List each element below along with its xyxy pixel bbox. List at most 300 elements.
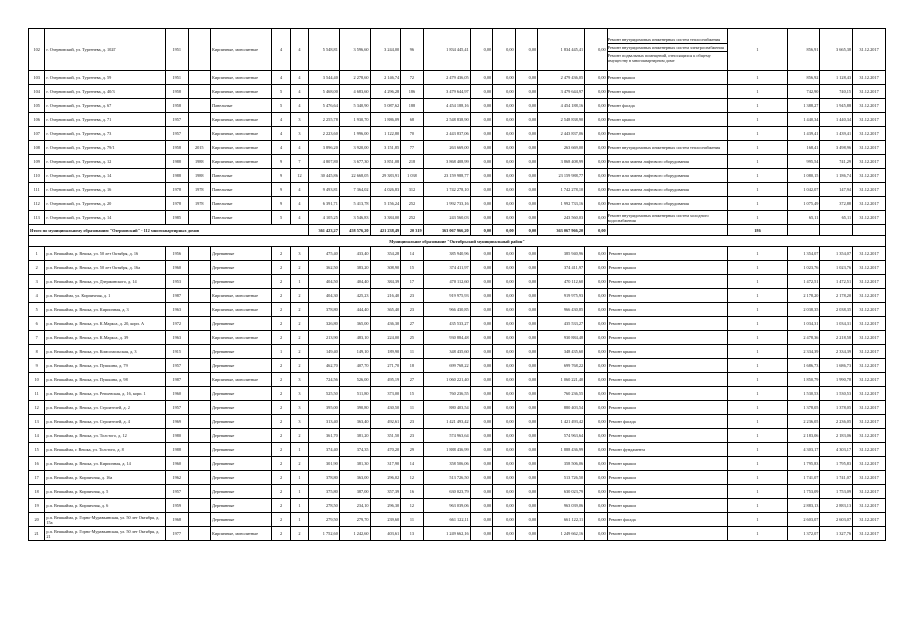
capital-repair-table xyxy=(28,28,886,541)
row-works: Ремонт крыши xyxy=(607,471,728,485)
row-date: 31.12.2017 xyxy=(853,183,886,197)
row-number: 5 xyxy=(29,303,45,317)
row-area-total: 4 807,80 xyxy=(309,155,340,169)
row-works: Ремонт фасада xyxy=(607,513,728,527)
row-number: 112 xyxy=(29,197,45,211)
row-cost-total: 966 430,85 xyxy=(423,303,470,317)
row-area-total: 374,40 xyxy=(309,443,340,457)
row-area-total: 4 105,25 xyxy=(309,211,340,225)
row-unit: 1 xyxy=(728,387,787,401)
row-area-premises: 3 546,83 xyxy=(339,211,370,225)
row-entrances: 1 xyxy=(290,471,308,485)
row-fund-other: 0,00 xyxy=(585,29,607,71)
row-area-premises: 383,20 xyxy=(339,261,370,275)
row-fund-regional: 0,00 xyxy=(493,261,515,275)
row-entrances: 12 xyxy=(290,169,308,183)
row-wall-material: Деревянные xyxy=(211,513,272,527)
row-area-total: 378,80 xyxy=(309,303,340,317)
row-floors: 2 xyxy=(272,527,290,541)
row-unit: 1 xyxy=(728,127,787,141)
row-unit: 1 xyxy=(728,359,787,373)
row-date: 31.12.2017 xyxy=(853,429,886,443)
row-number: 7 xyxy=(29,331,45,345)
table-row xyxy=(29,141,886,155)
table-row xyxy=(29,71,886,85)
row-specific-cost: 856,92 xyxy=(787,71,820,85)
row-wall-material: Кирпичные, монолитные xyxy=(211,155,272,169)
row-date: 31.12.2017 xyxy=(853,289,886,303)
row-fund-local: 0,00 xyxy=(515,113,537,127)
row-area-premises: 7 364,02 xyxy=(339,183,370,197)
row-specific-cost: 1 472,51 xyxy=(787,275,820,289)
row-cost-total: 263 669,00 xyxy=(423,141,470,155)
row-area-residential: 492,61 xyxy=(370,415,401,429)
row-entrances: 2 xyxy=(290,331,308,345)
row-fund-regional: 0,00 xyxy=(493,373,515,387)
row-specific-cost: 2 478,36 xyxy=(787,331,820,345)
row-fund-regional: 0,00 xyxy=(493,29,515,71)
row-works xyxy=(607,155,728,169)
row-year: 1953 xyxy=(166,275,188,289)
row-entrances: 3 xyxy=(290,113,308,127)
row-year: 1968 xyxy=(166,513,188,527)
row-residents: 68 xyxy=(401,113,423,127)
table-row xyxy=(29,275,886,289)
row-limit-cost: 1 439,41 xyxy=(820,127,853,141)
row-address: г. Озерновский, ул. Тургенева, д. 59 xyxy=(45,71,166,85)
row-fund-local: 0,00 xyxy=(515,359,537,373)
row-cost-total: 243 560,03 xyxy=(423,211,470,225)
row-limit-cost: 1 378,05 xyxy=(820,401,853,415)
row-floors: 2 xyxy=(272,247,290,261)
row-area-total: 326,80 xyxy=(309,317,340,331)
table-row xyxy=(29,211,886,225)
row-cost-total: 374 411,97 xyxy=(423,261,470,275)
row-cost-total: 760 236,55 xyxy=(423,387,470,401)
row-residents: 70 xyxy=(401,127,423,141)
row-area-total: 313,40 xyxy=(309,415,340,429)
row-fund-owners: 243 560,03 xyxy=(538,211,585,225)
row-fund-owners: 2 548 838,90 xyxy=(538,113,585,127)
row-year-repair xyxy=(188,387,210,401)
row-wall-material: Деревянные xyxy=(211,247,272,261)
row-fund-other: 0,00 xyxy=(585,183,607,197)
row-floors: 2 xyxy=(272,359,290,373)
row-limit-cost: 1 741,07 xyxy=(820,471,853,485)
row-fund-regional: 0,00 xyxy=(493,317,515,331)
row-limit-cost: 65,11 xyxy=(820,211,853,225)
row-entrances: 3 xyxy=(290,401,308,415)
work-type: Ремонт или замена лифтового оборудования xyxy=(607,187,689,192)
row-specific-cost: 1 530,53 xyxy=(787,387,820,401)
row-unit: 1 xyxy=(728,85,787,99)
row-fund-other: 0,00 xyxy=(585,485,607,499)
row-works xyxy=(607,71,728,85)
row-fund-federal: 0,00 xyxy=(470,387,492,401)
row-fund-local: 0,00 xyxy=(515,415,537,429)
row-unit: 1 xyxy=(728,247,787,261)
work-type: Ремонт крыши xyxy=(607,131,635,136)
row-fund-owners: 358 506,06 xyxy=(538,457,585,471)
row-area-premises: 4 683,60 xyxy=(339,85,370,99)
row-residents: 27 xyxy=(401,373,423,387)
row-residents: 13 xyxy=(401,527,423,541)
row-works: Ремонт крыши xyxy=(607,429,728,443)
row-fund-owners: 2 479 436,05 xyxy=(538,71,585,85)
table-row xyxy=(29,387,886,401)
row-area-premises: 407,70 xyxy=(339,359,370,373)
summary-p4: 0,00 xyxy=(585,225,607,236)
row-limit-cost: 2 603,07 xyxy=(820,513,853,527)
row-fund-owners: 470 112,60 xyxy=(538,275,585,289)
row-fund-local: 0,00 xyxy=(515,317,537,331)
row-fund-regional: 0,00 xyxy=(493,289,515,303)
row-specific-cost: 1 378,05 xyxy=(787,401,820,415)
row-area-premises: 1 996,00 xyxy=(339,127,370,141)
row-floors: 5 xyxy=(272,99,290,113)
row-area-total: 404,30 xyxy=(309,289,340,303)
row-address: р.п. Вешкайма, р. Вешка, ул. 50 лет Октября, д. 16 xyxy=(45,247,166,261)
row-fund-regional: 0,00 xyxy=(493,85,515,99)
row-floors: 2 xyxy=(272,261,290,275)
row-works xyxy=(607,211,728,225)
row-fund-regional: 0,00 xyxy=(493,169,515,183)
row-floors: 2 xyxy=(272,331,290,345)
row-unit: 1 xyxy=(728,289,787,303)
table-row xyxy=(29,289,886,303)
row-entrances: 1 xyxy=(290,513,308,527)
row-year-repair xyxy=(188,359,210,373)
row-date: 31.12.2017 xyxy=(853,443,886,457)
row-fund-owners: 385 940,96 xyxy=(538,247,585,261)
row-address: г. Озерновский, ул. Тургенева, д. 20 xyxy=(45,197,166,211)
summary-label: Итого по муниципальному образованию "Озерновский" - 112 многоквартирных домов xyxy=(29,225,309,236)
row-fund-local: 0,00 xyxy=(515,485,537,499)
row-unit: 1 xyxy=(728,345,787,359)
row-residents: 12 xyxy=(401,471,423,485)
row-year: 1958 xyxy=(166,99,188,113)
row-residents: 252 xyxy=(401,197,423,211)
row-fund-federal: 0,00 xyxy=(470,457,492,471)
row-area-total: 3 896,20 xyxy=(309,141,340,155)
row-works xyxy=(607,141,728,155)
row-area-total: 9 493,81 xyxy=(309,183,340,197)
row-address: г. Озерновский, ул. Тургенева, д. 67 xyxy=(45,99,166,113)
row-address: р.п. Вешкайма, р. Горно-Муравьинская, ул. 50 лет Октября, д. 15а xyxy=(45,513,166,527)
row-year: 1977 xyxy=(166,527,188,541)
row-floors: 2 xyxy=(272,401,290,415)
row-limit-cost: 1 945,88 xyxy=(820,99,853,113)
row-fund-other: 0,00 xyxy=(585,527,607,541)
row-area-premises: 279,70 xyxy=(339,513,370,527)
row-fund-regional: 0,00 xyxy=(493,155,515,169)
row-residents: 1 038 xyxy=(401,169,423,183)
row-fund-other: 0,00 xyxy=(585,359,607,373)
row-area-total: 362,50 xyxy=(309,261,340,275)
row-fund-owners: 513 726,50 xyxy=(538,471,585,485)
row-area-premises: 5 340,90 xyxy=(339,99,370,113)
row-year-repair xyxy=(188,261,210,275)
row-works: Ремонт крыши xyxy=(607,401,728,415)
row-unit: 1 xyxy=(728,499,787,513)
row-specific-cost: 995,54 xyxy=(787,155,820,169)
row-address: г. Озерновский, ул. Тургенева, д. 73 xyxy=(45,127,166,141)
row-date: 31.12.2017 xyxy=(853,71,886,85)
row-floors: 4 xyxy=(272,71,290,85)
row-limit-cost: 2 038,35 xyxy=(820,303,853,317)
row-floors: 2 xyxy=(272,415,290,429)
row-wall-material: Кирпичные, монолитные xyxy=(211,373,272,387)
row-entrances: 1 xyxy=(290,443,308,457)
work-type: Ремонт внутридомовых инженерных систем теплоснабжения xyxy=(607,145,721,150)
row-fund-federal: 0,00 xyxy=(470,275,492,289)
row-limit-cost: 1 795,83 xyxy=(820,457,853,471)
row-limit-cost: 1 530,53 xyxy=(820,387,853,401)
row-unit: 1 xyxy=(728,457,787,471)
table-row xyxy=(29,85,886,99)
row-number: 4 xyxy=(29,289,45,303)
row-year-repair: 2015 xyxy=(188,141,210,155)
row-fund-owners: 919 975,93 xyxy=(538,289,585,303)
row-unit: 1 xyxy=(728,443,787,457)
row-works: Ремонт крыши xyxy=(607,289,728,303)
row-fund-regional: 0,00 xyxy=(493,303,515,317)
row-area-residential: 296,30 xyxy=(370,499,401,513)
work-type: Ремонт внутридомовых инженерных систем теплоснабжения xyxy=(608,36,728,44)
row-year: 1972 xyxy=(166,317,188,331)
section-header-row xyxy=(29,236,886,247)
row-specific-cost: 1 440,34 xyxy=(787,113,820,127)
row-entrances: 2 xyxy=(290,317,308,331)
row-date: 31.12.2017 xyxy=(853,471,886,485)
row-works: Ремонт крыши xyxy=(607,317,728,331)
table-row xyxy=(29,359,886,373)
row-residents: 15 xyxy=(401,387,423,401)
row-fund-regional: 0,00 xyxy=(493,485,515,499)
row-year: 1962 xyxy=(166,471,188,485)
row-area-premises: 5 413,78 xyxy=(339,197,370,211)
row-year: 1987 xyxy=(166,289,188,303)
row-works: Ремонт крыши xyxy=(607,345,728,359)
row-cost-total: 1 888 436,99 xyxy=(423,443,470,457)
row-entrances: 4 xyxy=(290,197,308,211)
row-fund-regional: 0,00 xyxy=(493,247,515,261)
row-entrances: 4 xyxy=(290,71,308,85)
table-row xyxy=(29,373,886,387)
row-year: 1960 xyxy=(166,457,188,471)
row-fund-other: 0,00 xyxy=(585,141,607,155)
row-area-premises: 404,40 xyxy=(339,275,370,289)
row-unit: 1 xyxy=(728,183,787,197)
row-address: р.п. Вешкайма, р. Вешка, ул. К.Маркса, д. 39 xyxy=(45,331,166,345)
row-cost-total: 2 443 837,06 xyxy=(423,127,470,141)
row-residents: 11 xyxy=(401,345,423,359)
row-area-residential: 354,28 xyxy=(370,247,401,261)
row-floors: 2 xyxy=(272,275,290,289)
row-unit: 1 xyxy=(728,169,787,183)
row-area-total: 278,50 xyxy=(309,499,340,513)
table-row xyxy=(29,29,886,71)
row-number: 2 xyxy=(29,261,45,275)
table-row xyxy=(29,527,886,541)
row-cost-total: 661 122,11 xyxy=(423,513,470,527)
row-fund-regional: 0,00 xyxy=(493,527,515,541)
row-fund-owners: 760 236,55 xyxy=(538,387,585,401)
row-year-repair xyxy=(188,429,210,443)
row-fund-other: 0,00 xyxy=(585,113,607,127)
row-fund-federal: 0,00 xyxy=(470,71,492,85)
row-date: 31.12.2017 xyxy=(853,345,886,359)
row-floors: 1 xyxy=(272,345,290,359)
row-fund-regional: 0,00 xyxy=(493,457,515,471)
row-wall-material: Деревянные xyxy=(211,345,272,359)
row-fund-federal: 0,00 xyxy=(470,99,492,113)
row-area-residential: 296,02 xyxy=(370,471,401,485)
row-wall-material: Кирпичные, монолитные xyxy=(211,85,272,99)
row-unit: 1 xyxy=(728,485,787,499)
row-year-repair xyxy=(188,485,210,499)
row-area-total: 475,40 xyxy=(309,247,340,261)
row-cost-total: 963 039,06 xyxy=(423,499,470,513)
row-area-residential: 317,90 xyxy=(370,457,401,471)
row-fund-regional: 0,00 xyxy=(493,415,515,429)
row-floors: 2 xyxy=(272,499,290,513)
row-wall-material: Кирпичные, монолитные xyxy=(211,71,272,85)
row-works: Ремонт крыши xyxy=(607,247,728,261)
row-number: 20 xyxy=(29,513,45,527)
work-type: Ремонт или замена лифтового оборудования xyxy=(607,159,689,164)
row-number: 15 xyxy=(29,443,45,457)
row-entrances: 4 xyxy=(290,99,308,113)
row-works xyxy=(607,113,728,127)
row-area-total: 2 223,60 xyxy=(309,127,340,141)
row-unit: 1 xyxy=(728,401,787,415)
row-unit: 1 xyxy=(728,99,787,113)
row-residents: 72 xyxy=(401,71,423,85)
row-number: 6 xyxy=(29,317,45,331)
row-fund-local: 0,00 xyxy=(515,471,537,485)
row-limit-cost: 2 183,06 xyxy=(820,429,853,443)
row-fund-other: 0,00 xyxy=(585,85,607,99)
row-address: р.п. Вешкайма, р. Кирпичная, д. 16а xyxy=(45,471,166,485)
row-entrances: 4 xyxy=(290,183,308,197)
document-page xyxy=(28,28,886,541)
row-address: г. Озерновский, ул. Тургенева, д. 14 xyxy=(45,169,166,183)
row-year-repair xyxy=(188,211,210,225)
row-year-repair: 1988 xyxy=(188,169,210,183)
row-fund-federal: 0,00 xyxy=(470,303,492,317)
row-fund-other: 0,00 xyxy=(585,289,607,303)
row-residents: 11 xyxy=(401,513,423,527)
row-unit: 1 xyxy=(728,415,787,429)
row-area-residential: 470,20 xyxy=(370,443,401,457)
row-limit-cost: 3 498,96 xyxy=(820,141,853,155)
row-year-repair xyxy=(188,113,210,127)
row-date: 31.12.2017 xyxy=(853,373,886,387)
row-date: 31.12.2017 xyxy=(853,261,886,275)
summary-p1: 0,00 xyxy=(470,225,492,236)
table-row xyxy=(29,183,886,197)
row-wall-material: Кирпичные, монолитные xyxy=(211,29,272,71)
row-date: 31.12.2017 xyxy=(853,331,886,345)
row-area-total: 213,90 xyxy=(309,331,340,345)
row-number: 110 xyxy=(29,169,45,183)
row-residents: 11 xyxy=(401,401,423,415)
row-fund-federal: 0,00 xyxy=(470,317,492,331)
row-date: 31.12.2017 xyxy=(853,317,886,331)
row-entrances: 4 xyxy=(290,141,308,155)
row-cost-total: 1 742 278,10 xyxy=(423,183,470,197)
row-fund-owners: 435 533,27 xyxy=(538,317,585,331)
row-address: р.п. Вешкайма, г. Вешка, ул. Толстого, д. 8 xyxy=(45,443,166,457)
row-wall-material: Деревянные xyxy=(211,485,272,499)
row-wall-material: Деревянные xyxy=(211,401,272,415)
row-residents: 14 xyxy=(401,247,423,261)
row-specific-cost: 65,11 xyxy=(787,211,820,225)
row-specific-cost: 1 023,76 xyxy=(787,261,820,275)
row-limit-cost: 1 128,43 xyxy=(820,71,853,85)
row-address: р.п. Вешкайма, р. Вешка, ул. Строителей, д. 4 xyxy=(45,415,166,429)
row-fund-owners: 1 060 221,40 xyxy=(538,373,585,387)
row-fund-local: 0,00 xyxy=(515,345,537,359)
row-year-repair xyxy=(188,513,210,527)
row-area-residential: 3 151,85 xyxy=(370,141,401,155)
row-year: 1915 xyxy=(166,345,188,359)
row-fund-owners: 4 454 188,16 xyxy=(538,99,585,113)
summary-count: 186 xyxy=(728,225,787,236)
row-limit-cost: 2 236,05 xyxy=(820,415,853,429)
table-row xyxy=(29,155,886,169)
row-area-premises: 363,40 xyxy=(339,415,370,429)
row-number: 11 xyxy=(29,387,45,401)
row-area-total: 525,50 xyxy=(309,387,340,401)
row-year-repair: 1988 xyxy=(188,155,210,169)
row-fund-federal: 0,00 xyxy=(470,29,492,71)
row-specific-cost: 2 178,20 xyxy=(787,289,820,303)
row-area-premises: 390,80 xyxy=(339,401,370,415)
row-entrances: 1 xyxy=(290,275,308,289)
row-specific-cost: 1 439,41 xyxy=(787,127,820,141)
row-unit: 1 xyxy=(728,261,787,275)
row-area-total: 404,50 xyxy=(309,275,340,289)
row-fund-owners: 1 421 493,42 xyxy=(538,415,585,429)
row-address: р.п. Вешкайма, р. Кирпичная, д. 6 xyxy=(45,499,166,513)
row-floors: 2 xyxy=(272,457,290,471)
row-fund-other: 0,00 xyxy=(585,211,607,225)
row-works xyxy=(607,169,728,183)
table-row xyxy=(29,471,886,485)
row-area-residential: 1 886,09 xyxy=(370,113,401,127)
row-residents: 186 xyxy=(401,85,423,99)
row-area-residential: 308,90 xyxy=(370,261,401,275)
row-wall-material: Деревянные xyxy=(211,387,272,401)
row-area-total: 5 548,81 xyxy=(309,29,340,71)
row-specific-cost: 1 080,15 xyxy=(787,169,820,183)
row-limit-cost: 1 354,07 xyxy=(820,247,853,261)
row-fund-owners: 1 249 662,16 xyxy=(538,527,585,541)
row-area-residential: 373,00 xyxy=(370,387,401,401)
row-year: 1988 xyxy=(166,169,188,183)
row-fund-other: 0,00 xyxy=(585,331,607,345)
row-cost-total: 435 533,27 xyxy=(423,317,470,331)
row-fund-regional: 0,00 xyxy=(493,443,515,457)
row-year: 1951 xyxy=(166,29,188,71)
row-area-total: 724,56 xyxy=(309,373,340,387)
row-area-premises: 526,00 xyxy=(339,373,370,387)
row-entrances: 2 xyxy=(290,359,308,373)
row-fund-federal: 0,00 xyxy=(470,401,492,415)
work-type: Ремонт крыши xyxy=(607,117,635,122)
